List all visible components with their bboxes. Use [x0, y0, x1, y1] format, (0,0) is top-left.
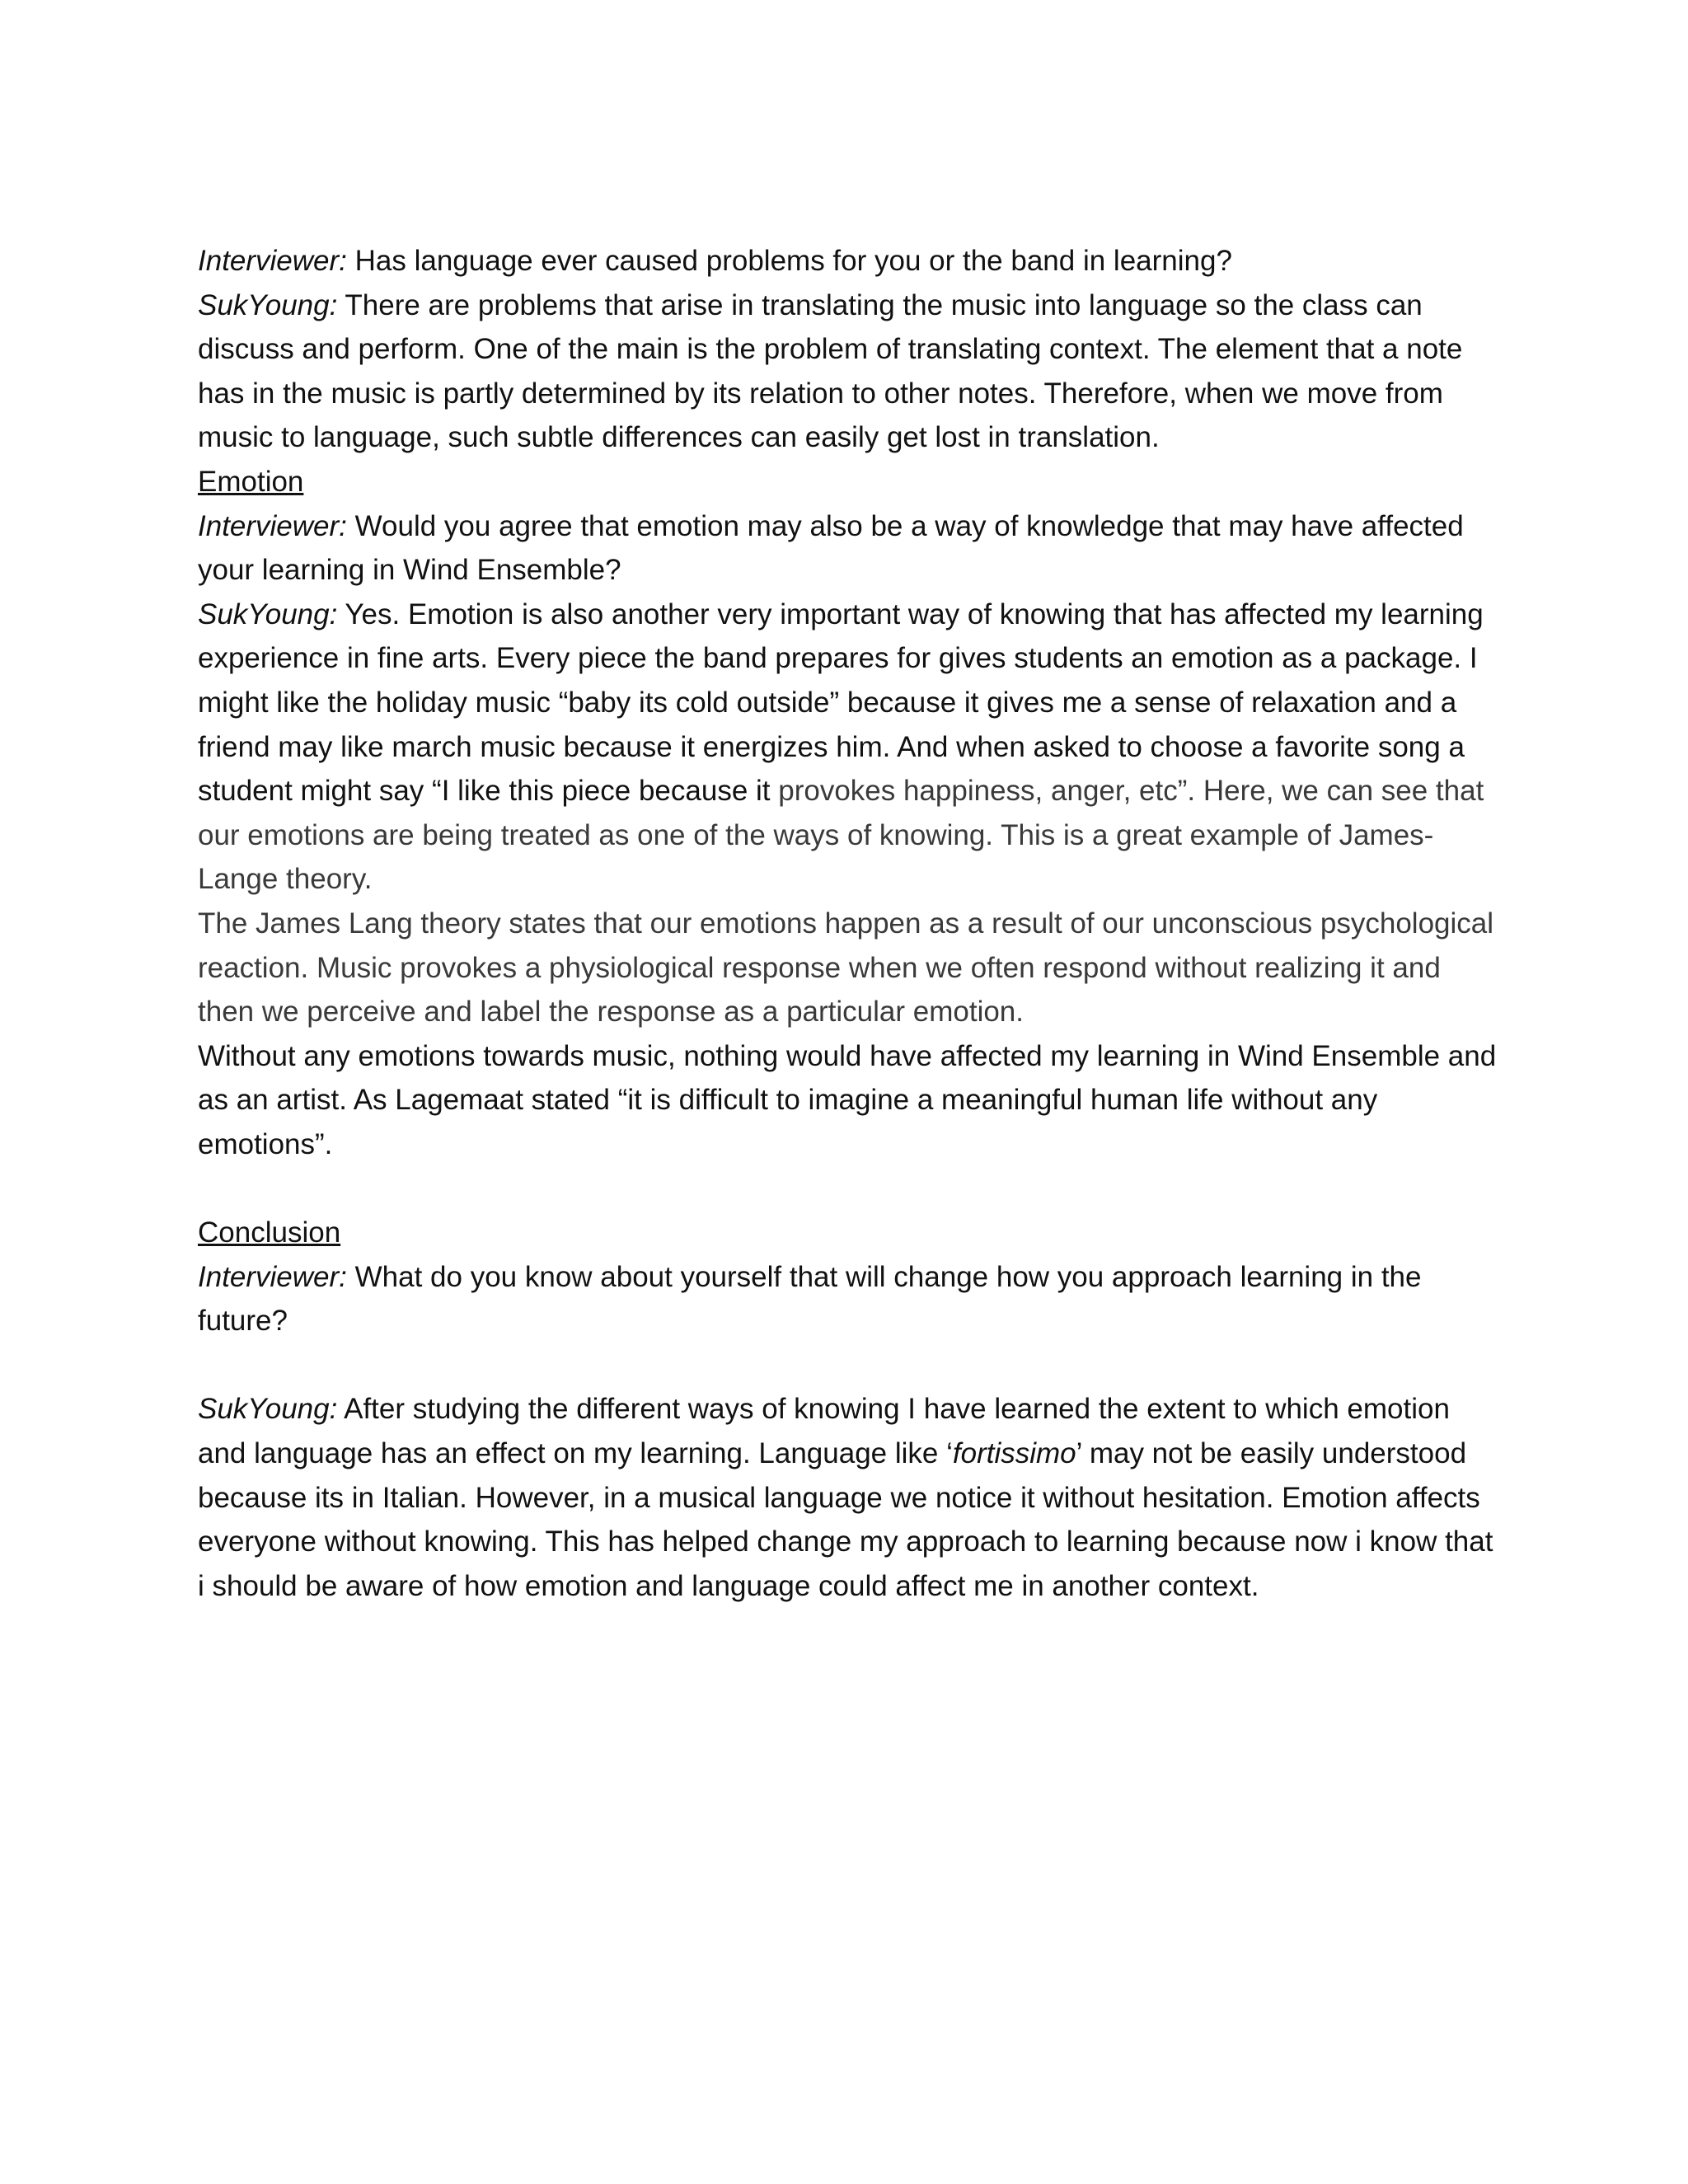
speaker-label: Interviewer: — [198, 509, 347, 542]
interviewer-question-language — [198, 239, 1500, 284]
answer-text-continued: ’ may not be easily understood because its in Italian. However, in a musical language we notice it without hesitation. Emotion affects everyone without knowing. This has helped change my approach to learning because now i know that i should be aware of how emotion and language could affect me in another context. — [198, 1437, 1493, 1602]
answer-text: Yes. Emotion is also another very important way of knowing that has affected my learning experience in fine arts. Every piece the band prepares for gives students an emotion as a package. I might like the holiday music “baby its cold outside” because it gives me a sense of relaxation and a friend may like march music because it energizes him. And when asked to choose a favorite song a student might say “I like this piece because it — [198, 598, 1484, 808]
answer-text-continued: provokes happiness, anger, etc”. Here, we can see that our emotions are being treated as one of the ways of knowing. This is a great example of James-Lange theory. — [198, 775, 1484, 896]
document-body — [198, 239, 1500, 1608]
answer-text: There are problems that arise in translating the music into language so the class can discuss and perform. One of the main is the problem of translating context. The element that a note has in the music is partly determined by its relation to other notes. Therefore, when we move from music to language, such subtle differences can easily get lost in translation. — [198, 288, 1463, 454]
sukyoung-answer-conclusion — [198, 1387, 1500, 1608]
speaker-label: SukYoung: — [198, 288, 338, 321]
section-heading-emotion: Emotion — [198, 465, 304, 498]
emotions-summary-paragraph: Without any emotions towards music, nothing would have affected my learning in Wind Ensemble and as an artist. As Lagemaat stated “it is difficult to imagine a meaningful human life without any emotions”. — [198, 1039, 1497, 1160]
italic-term: fortissimo — [952, 1437, 1076, 1470]
section-heading-conclusion: Conclusion — [198, 1216, 341, 1249]
speaker-label: SukYoung: — [198, 1393, 338, 1426]
james-lange-paragraph: The James Lang theory states that our emotions happen as a result of our unconscious psychological reaction. Music provokes a physiological response when we often respond without realizing it and then we perceive and label the response as a particular emotion. — [198, 907, 1494, 1029]
speaker-label: Interviewer: — [198, 1260, 347, 1293]
speaker-label: Interviewer: — [198, 245, 347, 277]
sukyoung-answer-emotion — [198, 593, 1500, 902]
blank-line — [198, 1166, 1500, 1211]
question-text: What do you know about yourself that will change how you approach learning in the future? — [198, 1260, 1422, 1338]
answer-text: After studying the different ways of knowing I have learned the extent to which emotion and language has an effect on my learning. Language like ‘ — [198, 1393, 1450, 1470]
sukyoung-answer-language — [198, 284, 1500, 460]
speaker-label: SukYoung: — [198, 598, 338, 630]
interviewer-question-conclusion — [198, 1255, 1500, 1343]
question-text: Would you agree that emotion may also be a way of knowledge that may have affected your learning in Wind Ensemble? — [198, 509, 1464, 587]
interviewer-question-emotion — [198, 504, 1500, 593]
blank-line — [198, 1343, 1500, 1388]
question-text: Has language ever caused problems for you or the band in learning? — [346, 245, 1232, 277]
